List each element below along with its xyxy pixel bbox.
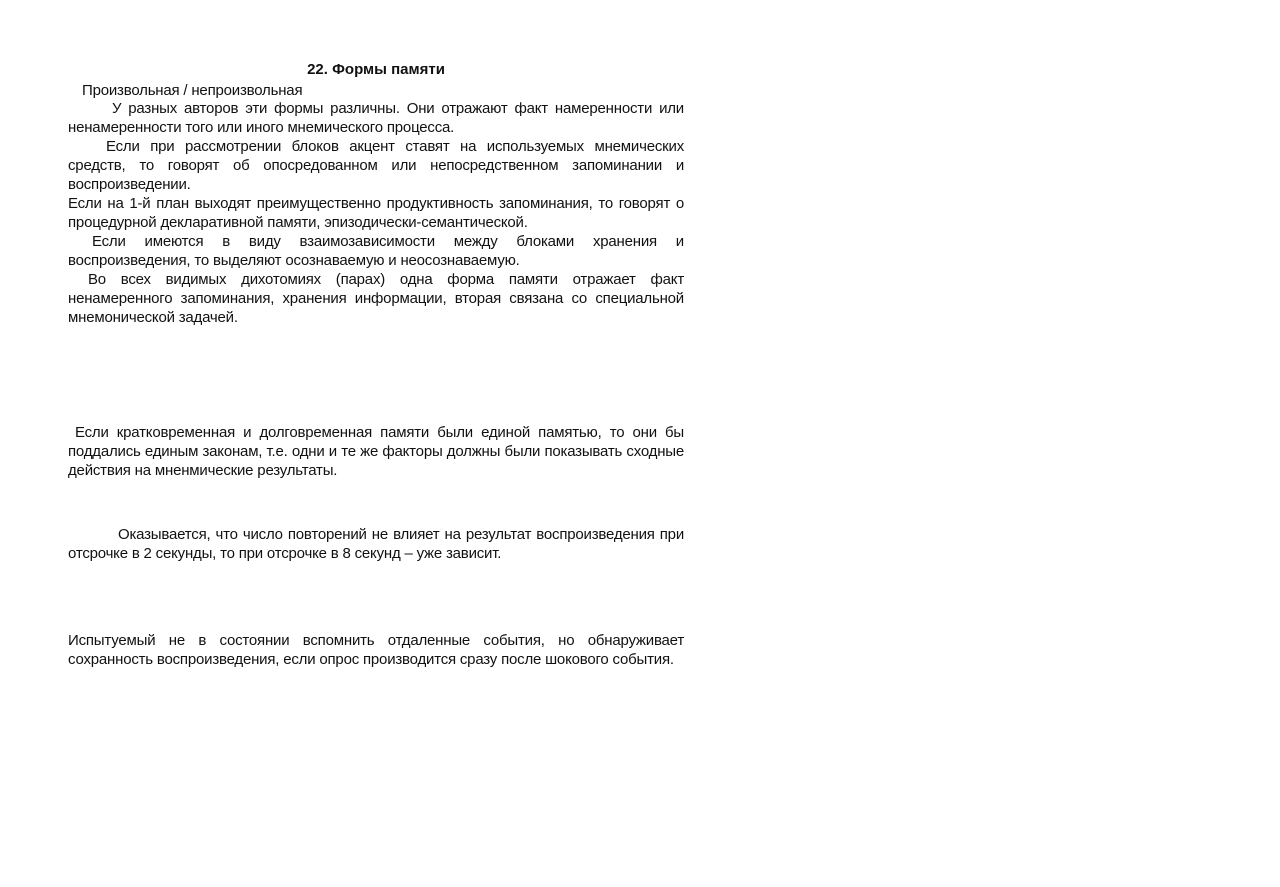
paragraph-authors: У разных авторов эти формы различны. Они отражают факт намеренности или ненамеренности того или иного мнемического процесса. [68, 100, 684, 136]
paragraph-short-long-term [68, 423, 684, 480]
paragraph-repetitions-block [68, 525, 684, 563]
paragraph-mnemonic-means: Если при рассмотрении блоков акцент ставят на используемых мнемических средств, то говорят об опосредованном или непосредственном запоминании и воспроизведении. [68, 138, 684, 193]
paragraph-shock-block [68, 631, 684, 669]
paragraph-group-forms [68, 99, 684, 327]
document-subtitle: Произвольная / непроизвольная [82, 82, 303, 99]
paragraph-productivity: Если на 1-й план выходят преимущественно продуктивность запоминания, то говорят о процедурной декларативной памяти, эпизодически-семантической. [68, 195, 684, 231]
paragraph-unified-memory: Если кратковременная и долговременная памяти были единой памятью, то они бы поддались единым законам, т.е. одни и те же факторы должны были показывать сходные действия на мненмические результаты. [68, 424, 684, 479]
document-title: 22. Формы памяти [307, 61, 445, 78]
paragraph-dichotomies: Во всех видимых дихотомиях (парах) одна форма памяти отражает факт ненамеренного запоминания, хранения информации, вторая связана со специальной мнемонической задачей. [68, 271, 684, 326]
paragraph-repetitions: Оказывается, что число повторений не влияет на результат воспроизведения при отсрочке в 2 секунды, то при отсрочке в 8 секунд – уже зависит. [68, 526, 684, 562]
paragraph-shock-event: Испытуемый не в состоянии вспомнить отдаленные события, но обнаруживает сохранность воспроизведения, если опрос производится сразу после шокового события. [68, 632, 684, 668]
paragraph-interdependence: Если имеются в виду взаимозависимости между блоками хранения и воспроизведения, то выделяют осознаваемую и неосознаваемую. [68, 233, 684, 269]
